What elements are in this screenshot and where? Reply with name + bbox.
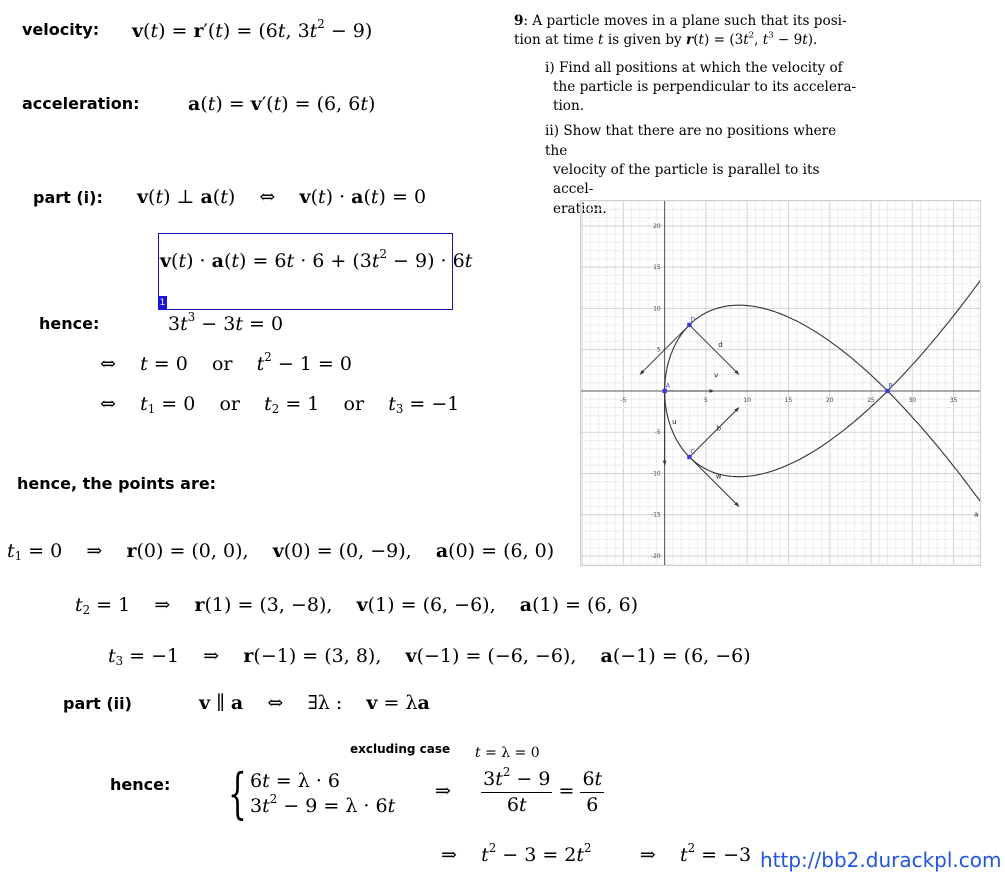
vector-label: d <box>718 341 723 350</box>
problem-item-ii: ii) Show that there are no positions where the velocity of the particle is parallel to its accel- eration. <box>545 123 837 217</box>
system-line-2: $3t^2 - 9 = \lambda \cdot 6t$ <box>250 792 396 817</box>
system-line-1: 6t = λ · 6 <box>250 770 340 792</box>
hence-label: hence: <box>39 314 100 333</box>
y-tick-label: 15 <box>653 264 661 272</box>
acceleration-equation: a(t) = v′(t) = (6, 6t) <box>188 93 376 115</box>
y-tick-label: -10 <box>650 470 661 478</box>
point-t3-line: $t_3 = -1$ ⇒ r(−1) = (3, 8), v(−1) = (−6, −6), a(−1) = (6, −6) <box>108 645 751 668</box>
final-equation: ⇒ $t^2 - 3 = 2t^2$ ⇒ $t^2 = -3$ <box>441 841 752 866</box>
roots-equation: ⇔ $t_1 = 0$ or $t_2 = 1$ or $t_3 = -1$ <box>100 393 460 416</box>
problem-item-i: i) Find all positions at which the velocity of the particle is perpendicular to its accelera- tion. <box>545 59 857 115</box>
problem-statement: 9: A particle moves in a plane such that its posi- tion at time t is given by $r(t) = (3t^2$, $t^3 - 9t$). i) Find all positions at which the velocity of the particle is perpendicular to its accelera- tion. ii) Show that there are no positions where the velocity of the particle is parallel to its accel- eration. <box>514 12 859 219</box>
resize-handle[interactable]: 1 <box>159 298 166 308</box>
y-tick-label: 20 <box>653 222 661 230</box>
velocity-equation: v(t) = r′(t) = (6t, $3t^2 - 9$) <box>132 17 373 42</box>
vector-label: w <box>715 472 722 481</box>
y-tick-label: -5 <box>654 429 661 437</box>
y-tick-label: -15 <box>650 511 661 519</box>
part-ii-label: part (ii) <box>63 694 132 713</box>
problem-number: 9 <box>514 13 524 29</box>
vector-label: u <box>672 417 677 426</box>
x-tick-label: 25 <box>867 396 875 404</box>
points-label: hence, the points are: <box>17 474 217 493</box>
points <box>662 315 892 459</box>
x-tick-label: -5 <box>620 396 627 404</box>
point-label: B <box>888 381 893 390</box>
point-t2-line: $t_2 = 1$ ⇒ r(1) = (3, −8), v(1) = (6, −6), a(1) = (6, 6) <box>75 594 639 617</box>
vectors <box>640 325 979 519</box>
cubic-equation: $3t^3 - 3t = 0$ <box>168 310 284 335</box>
hence-ii-label: hence: <box>110 775 171 794</box>
fraction-equation: ⇒ $\frac{3t^2 - 9}{6t}$ = $\frac{6t}{6}$ <box>435 765 603 816</box>
x-tick-label: 20 <box>825 396 834 404</box>
y-tick-label: -20 <box>650 553 661 561</box>
vector-arrowhead <box>663 461 667 466</box>
x-tick-label: 15 <box>784 396 793 404</box>
dot-product-equation: $v(t) \cdot a(t) = 6t \cdot 6 + (3t^2 - 9) \cdot 6t$ <box>160 247 473 272</box>
y-tick-label: 10 <box>653 305 661 313</box>
part-i-label: part (i): <box>33 188 103 207</box>
vector-arrowhead <box>710 389 715 393</box>
vector-label: v <box>714 371 719 380</box>
system-brace: { <box>228 762 247 825</box>
vector-label: a <box>974 510 979 519</box>
x-tick-label: 10 <box>743 396 751 404</box>
perpendicular-condition: v(t) ⊥ a(t) ⇔ v(t) · a(t) = 0 <box>137 186 427 208</box>
excluding-case-label: excluding case <box>350 742 451 756</box>
grid-lines <box>581 201 980 565</box>
x-tick-label: 5 <box>704 396 708 404</box>
acceleration-label: acceleration: <box>22 94 140 113</box>
point-label: A <box>665 381 671 390</box>
velocity-label: velocity: <box>22 20 100 39</box>
x-tick-label: 30 <box>908 396 917 404</box>
point-label: C <box>690 447 695 456</box>
y-tick-label: 5 <box>656 346 661 354</box>
excluding-case-value: t = λ = 0 <box>475 745 540 761</box>
parametric-curve-graph <box>580 200 981 566</box>
watermark-link[interactable]: http://bb2.durackpl.com <box>760 848 1002 872</box>
x-tick-label: 35 <box>949 396 958 404</box>
vector-label: b <box>716 424 722 433</box>
point-t1-line: $t_1 = 0$ ⇒ r(0) = (0, 0), v(0) = (0, −9), a(0) = (6, 0) <box>7 540 555 563</box>
factored-equation: ⇔ t = 0 or $t^2 - 1 = 0$ <box>100 350 352 375</box>
point-label: D <box>690 315 696 324</box>
parallel-condition: v ∥ a ⇔ ∃λ : v = λa <box>199 692 430 714</box>
